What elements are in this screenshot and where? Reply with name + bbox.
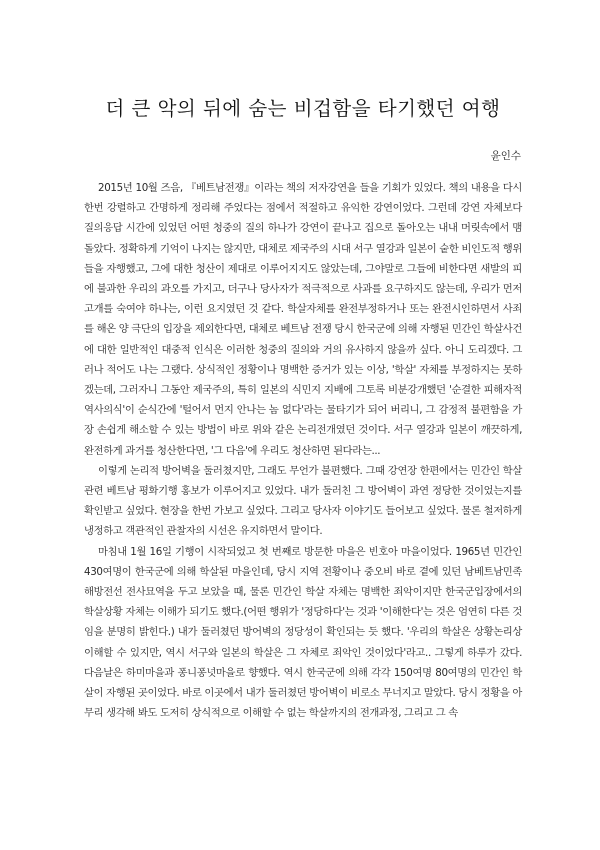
paragraph: 마침내 1월 16일 기행이 시작되었고 첫 번째로 방문한 마을은 빈호아 마을이었다. 1965년 민간인 430여명이 한국군에 의해 학살된 마을인데, 당시 지역 전황이나 중오비 바로 곁에 있던 남베트남민족해방전선 전사묘역을 두고 보았을 때, 물론 민간인 학살 자체는 명백한 죄악이지만 한국군입장에서의 학살상황 자체는 이해가 되기도 했다.(어떤 행위가 '정당하다'는 것과 '이해한다'는 것은 엄연히 다른 것임을 분명히 밝힌다.) 내가 둘러쳤던 방어벽의 정당성이 확인되는 듯 했다. '우리의 학살은 상황논리상 이해할 수 있지만, 역시 서구와 일본의 학살은 그 자체로 죄악인 것이었다'라고.. 그렇게 하루가 갔다. 다음날은 하미마을과 퐁니퐁넛마을로 향했다. 역시 한국군에 의해 각각 150여명 80여명의 민간인 학살이 자행된 곳이었다. 바로 이곳에서 내가 둘러쳤던 방어벽이 비로소 무너지고 말았다. 당시 정황을 아무리 생각해 봐도 도저히 상식적으로 이해할 수 없는 학살까지의 전개과정, 그리고 그 속: [84, 545, 522, 720]
paragraph: 2015년 10월 즈음, 『베트남전쟁』이라는 책의 저자강연을 들을 기회가 있었다. 책의 내용을 다시한번 강렬하고 간명하게 정리해 주었다는 점에서 적절하고 유익한 강연이었다. 그런데 강연 자체보다 질의응답 시간에 있었던 어떤 청중의 질의 하나가 강연이 끝나고 집으로 돌아오는 내내 머릿속에서 맴돌았다. 정확하게 기억이 나지는 않지만, 대체로 제국주의 시대 서구 열강과 일본이 숱한 비인도적 행위들을 자행했고, 그에 대한 청산이 제대로 이루어지지도 않았는데, 그야말로 그들에 비한다면 새발의 피에 불과한 우리의 과오를 가지고, 더구나 당사자가 적극적으로 사과를 요구하지도 않는데, 우리가 먼저 고개를 숙여야 하나는, 이런 요지였던 것 같다. 학살자체를 완전부정하거나 또는 완전시인하면서 사죄를 해온 양 극단의 입장을 제외한다면, 대체로 베트남 전쟁 당시 한국군에 의해 자행된 민간인 학살사건에 대한 일반적인 대중적 인식은 이러한 청중의 질의와 거의 유사하지 않을까 싶다. 아니 도리겠다. 그러나 적어도 나는 그랬다. 상식적인 정황이나 명백한 증거가 있는 이상, '학살' 자체를 부정하지는 못하겠는데, 그러자니 그동안 제국주의, 특히 일본의 식민지 지배에 그토록 비분강개했던 '순결한 피해자적 역사의식'이 순식간에 '털어서 먼지 안나는 놈 없다'라는 물타기가 되어 버리니, 그 감정적 불편함을 가장 손쉽게 해소할 수 있는 방법이 바로 위와 같은 논리전개였던 것이다. 서구 열강과 일본이 깨끗하게, 완전하게 과거를 청산한다면, '그 다음'에 우리도 청산하면 된다라는...: [84, 182, 522, 457]
paragraph: 이렇게 논리적 방어벽을 둘러쳤지만, 그래도 무언가 불편했다. 그때 강연장 한편에서는 민간인 학살관련 베트남 평화기행 홍보가 이루어지고 있었다. 내가 둘러친 그 방어벽이 과연 정당한 것이었는지를 확인받고 싶었다. 현장을 한번 가보고 싶었다. 그리고 당사자 이야기도 들어보고 싶었다. 물론 철저하게 냉정하고 객관적인 관찰자의 시선은 유지하면서 말이다.: [84, 464, 522, 538]
document-title: 더 큰 악의 뒤에 숨는 비겁함을 타기했던 여행: [105, 97, 501, 120]
author-name: 윤인수: [490, 150, 521, 162]
document-body: [84, 178, 522, 723]
